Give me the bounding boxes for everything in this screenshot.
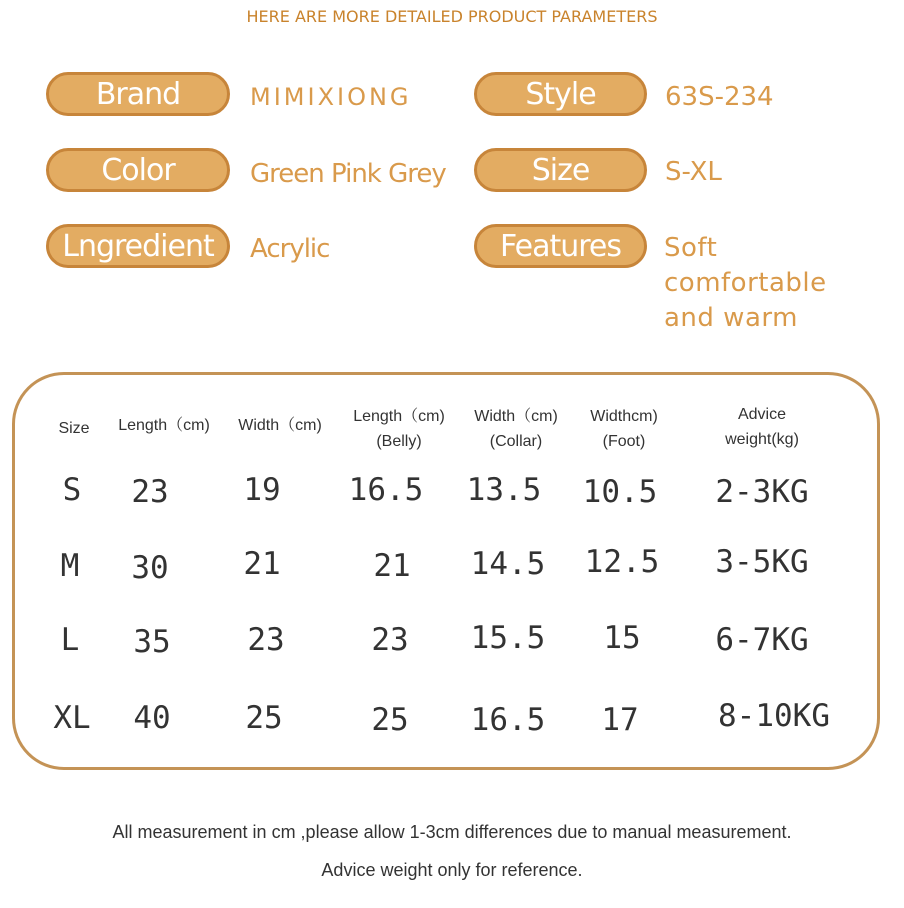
table-cell: 10.5 — [582, 474, 658, 510]
table-cell: 2-3KG — [715, 474, 809, 510]
page-title: HERE ARE MORE DETAILED PRODUCT PARAMETERS — [246, 7, 658, 26]
table-cell: 30 — [131, 550, 169, 586]
table-cell: 35 — [133, 624, 171, 660]
table-header-weight: Advice weight(kg) — [725, 406, 799, 448]
table-cell: 16.5 — [348, 472, 424, 508]
table-header-size: Size — [58, 420, 90, 437]
table-cell: 15.5 — [470, 620, 546, 656]
table-cell: 15 — [603, 620, 641, 656]
color-value: Green Pink Grey — [250, 159, 446, 189]
size-label: Size — [474, 148, 647, 192]
footer-note: All measurement in cm ,please allow 1-3cm differences due to manual measurement. — [112, 822, 792, 842]
table-cell: 23 — [371, 622, 409, 658]
table-cell: 13.5 — [466, 472, 542, 508]
table-cell: 3-5KG — [715, 544, 809, 580]
table-cell: 14.5 — [470, 546, 546, 582]
table-cell: 16.5 — [470, 702, 546, 738]
ingredient-label: Lngredient — [46, 224, 230, 268]
style-label: Style — [474, 72, 647, 116]
size-value: S-XL — [665, 157, 722, 187]
table-cell: 25 — [245, 700, 283, 736]
table-cell: L — [60, 622, 80, 658]
brand-label: Brand — [46, 72, 230, 116]
brand-value: MIMIXIONG — [250, 83, 412, 111]
table-cell: 21 — [243, 546, 281, 582]
features-label: Features — [474, 224, 647, 268]
table-cell: S — [62, 472, 82, 508]
table-cell: M — [60, 548, 80, 584]
table-header-belly: Length（cm) (Belly) — [353, 408, 445, 450]
color-label: Color — [46, 148, 230, 192]
table-cell: 23 — [131, 474, 169, 510]
table-cell: 6-7KG — [715, 622, 809, 658]
table-cell: 12.5 — [584, 544, 660, 580]
table-header-width: Width（cm) — [238, 417, 322, 434]
table-cell: 25 — [371, 702, 409, 738]
table-cell: 21 — [373, 548, 411, 584]
table-header-collar: Width（cm) (Collar) — [474, 408, 558, 450]
table-cell: 8-10KG — [718, 698, 830, 734]
table-cell: XL — [53, 700, 91, 736]
footer-note: Advice weight only for reference. — [321, 860, 583, 880]
table-header-length: Length（cm) — [118, 417, 210, 434]
table-cell: 17 — [601, 702, 639, 738]
table-header-foot: Widthcm) (Foot) — [590, 408, 658, 450]
table-cell: 19 — [243, 472, 281, 508]
table-cell: 40 — [133, 700, 171, 736]
ingredient-value: Acrylic — [250, 234, 330, 264]
style-value: 63S-234 — [665, 82, 774, 112]
table-cell: 23 — [247, 622, 285, 658]
features-value: Soft comfortable and warm — [664, 233, 827, 333]
